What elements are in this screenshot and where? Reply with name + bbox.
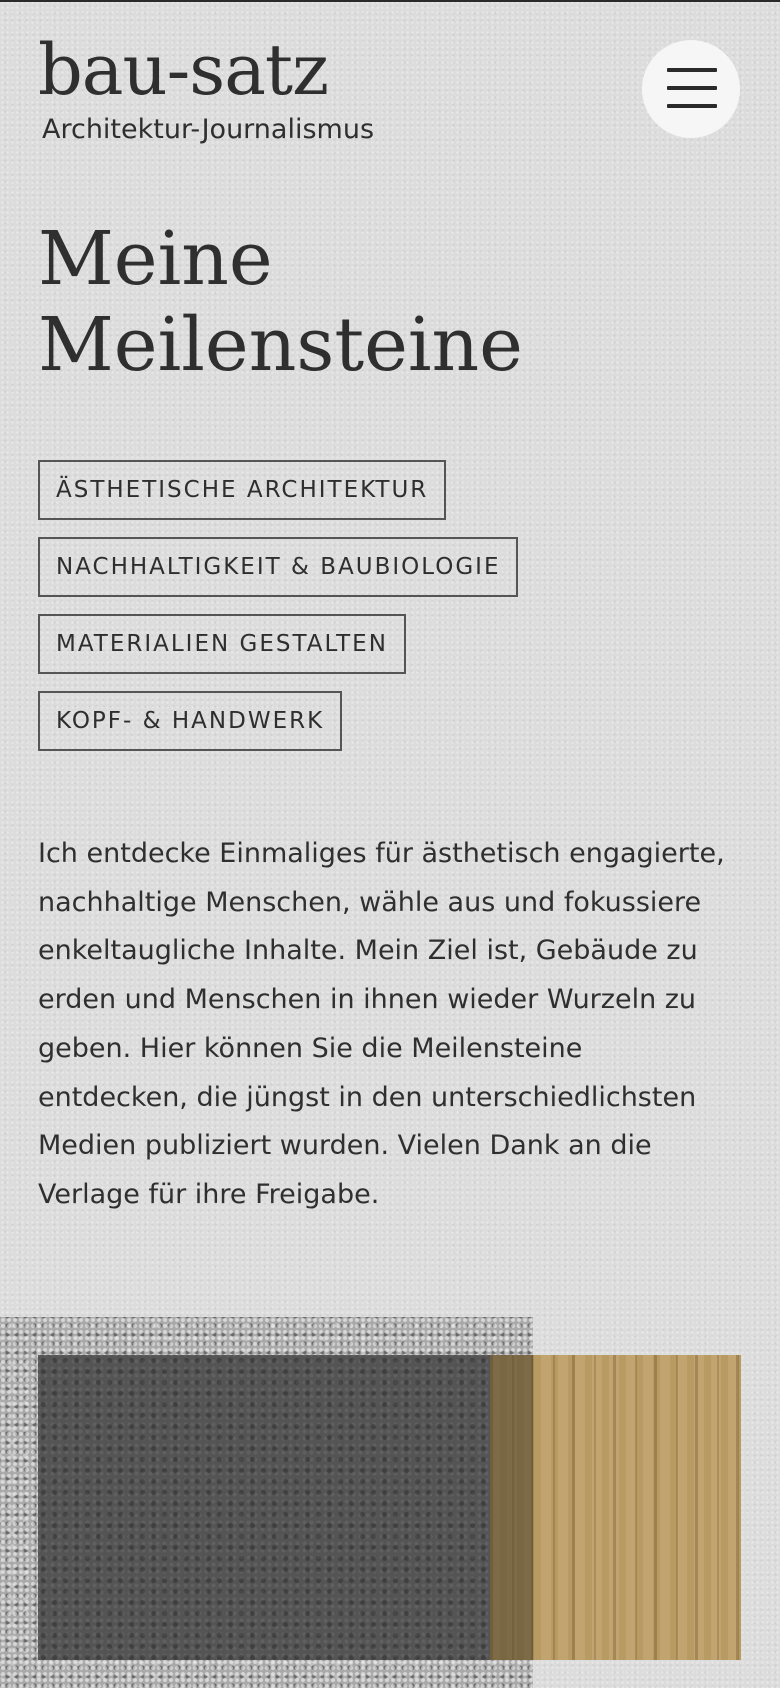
hamburger-menu-icon-bar <box>667 86 717 90</box>
page-title-line-1: Meine <box>38 216 273 302</box>
site-logo[interactable]: bau-satz <box>38 29 328 111</box>
top-border <box>0 0 780 2</box>
category-designing-materials[interactable]: MATERIALIEN GESTALTEN <box>38 614 406 674</box>
intro-text: Ich entdecke Einmaliges für ästhetisch engagierte, nachhaltige Menschen, wähle aus und fokussiere enkeltaugliche Inhalte. Mein Ziel ist, Gebäude zu erden und Menschen in ihnen wieder Wurzeln zu geben. Hier können Sie die Meilensteine entdecken, die jüngst in den unterschiedlichsten Medien publiziert wurden. Vielen Dank an die Verlage für ihre Freigabe. <box>38 838 725 1210</box>
hamburger-menu-icon <box>667 68 717 72</box>
texture-overlap-shade <box>490 1355 533 1660</box>
menu-button[interactable] <box>642 40 740 138</box>
page-title-line-2: Meilensteine <box>38 302 523 388</box>
site-tagline: Architektur-Journalismus <box>42 114 375 145</box>
category-sustainability-building-biology[interactable]: NACHHALTIGKEIT & BAUBIOLOGIE <box>38 537 518 597</box>
hamburger-menu-icon-bar <box>667 104 717 108</box>
dark-concrete-texture-image <box>38 1355 533 1660</box>
page-title <box>38 216 523 388</box>
category-head-and-handcraft[interactable]: KOPF- & HANDWERK <box>38 691 342 751</box>
category-aesthetic-architecture[interactable]: ÄSTHETISCHE ARCHITEKTUR <box>38 460 446 520</box>
category-filter-list <box>38 460 518 768</box>
